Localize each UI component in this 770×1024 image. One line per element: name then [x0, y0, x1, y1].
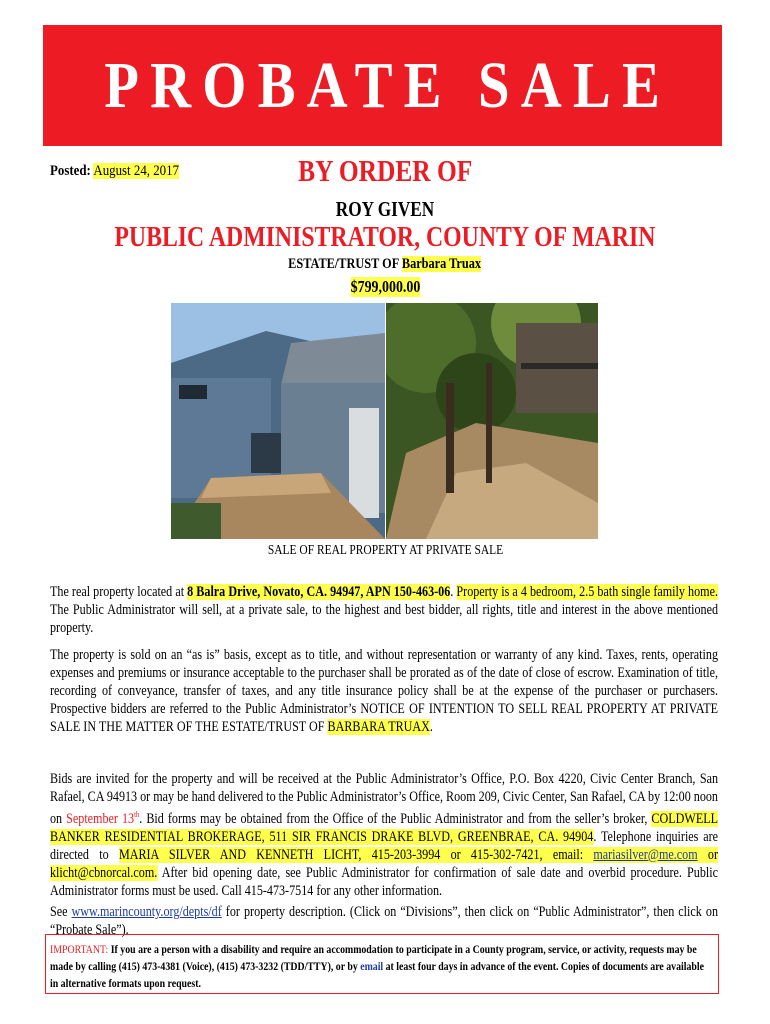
- house-exterior-photo: [171, 303, 385, 539]
- bids-paragraph: Bids are invited for the property and will be received at the Public Administrator’s Office, P.O. Box 4220, Civic Center Branch, San Rafael, CA 94913 or may be hand delivered to the Public Administrator’s Office, Room 209, Civic Center, San Rafael, CA by 12:00 noon on September 13th. Bid forms may be obtained from the Office of the Public Administrator and from the seller’s broker, COLDWELL BANKER RESIDENTIAL BROKERAGE, 511 SIR FRANCIS DRAKE BLVD, GREENBRAE, CA. 94904. Telephone inquiries are directed to MARIA SILVER AND KENNETH LICHT, 415-203-3994 or 415-302-7421, email: mariasilver@me.com or klicht@cbnorcal.com. After bid opening date, see Public Administrator for confirmation of sale date and overbid procedure. Public Administrator forms must be used. Call 415-473-7514 for any other information.: [50, 771, 719, 899]
- bid-deadline: September 13th: [66, 810, 140, 827]
- price-line: [0, 277, 770, 297]
- price: $799,000.00: [350, 277, 420, 296]
- estate-line: [0, 256, 770, 273]
- administrator-name: ROY GIVEN: [335, 197, 435, 221]
- property-paragraph: The real property located at 8 Balra Drive, Novato, CA. 94947, APN 150-463-06. Property is a 4 bedroom, 2.5 bath single family home. The Public Administrator will sell, at a private sale, to the highest and best bidder, all rights, title and interest in the above mentioned property.: [50, 584, 718, 636]
- backyard-trees-photo: [386, 303, 598, 539]
- important-label: IMPORTANT:: [50, 942, 109, 956]
- estate-label: ESTATE/TRUST OF: [288, 256, 400, 272]
- county-website-link[interactable]: www.marincounty.org/depts/df: [71, 904, 222, 920]
- email-link[interactable]: email: [360, 959, 384, 973]
- broker-info: COLDWELL BANKER RESIDENTIAL BROKERAGE, 511 SIR FRANCIS DRAKE BLVD, GREENBRAE, CA. 94904: [50, 810, 719, 845]
- property-description: Property is a 4 bedroom, 2.5 bath single family home.: [456, 584, 718, 600]
- sale-caption: SALE OF REAL PROPERTY AT PRIVATE SALE: [267, 543, 503, 558]
- property-address: 8 Balra Drive, Novato, CA. 94947, APN 150-463-06: [187, 584, 451, 600]
- as-is-paragraph: The property is sold on an “as is” basis, except as to title, and without representation or warranty of any kind. Taxes, rents, operating expenses and premiums or insurance acceptable to the purchaser shall be prorated as of the date of close of escrow. Examination of title, recording of conveyance, transfer of taxes, and any title insurance policy shall be at the expense of the purchaser or purchasers. Prospective bidders are referred to the Public Administrator’s NOTICE OF INTENTION TO SELL REAL PROPERTY AT PRIVATE SALE IN THE MATTER OF THE ESTATE/TRUST OF BARBARA TRUAX.: [50, 647, 718, 735]
- posted-label: Posted:: [50, 163, 91, 179]
- agent-contacts: MARIA SILVER AND KENNETH LICHT, 415-203-3994 or 415-302-7421, email: mariasilver@me.com or klicht@cbnorcal.com.: [50, 846, 718, 881]
- banner-title: PROBATE SALE: [104, 48, 672, 122]
- estate-name: Barbara Truax: [402, 256, 482, 272]
- probate-sale-banner: [43, 25, 722, 146]
- agent-email-link[interactable]: mariasilver@me.com: [593, 846, 698, 863]
- see-website-paragraph: See www.marincounty.org/depts/df for property description. (Click on “Divisions”, then click on “Public Administrator”, then click on “Probate Sale”).: [50, 904, 718, 938]
- office-heading: PUBLIC ADMINISTRATOR, COUNTY OF MARIN: [114, 221, 656, 253]
- posted-date: August 24, 2017: [93, 163, 180, 179]
- estate-name-caps: BARBARA TRUAX: [327, 719, 430, 735]
- by-order-heading: BY ORDER OF: [297, 153, 473, 188]
- agent-email-2[interactable]: klicht@cbnorcal.com: [50, 864, 155, 881]
- important-notice-text: IMPORTANT: If you are a person with a disability and require an accommodation to participate in a County program, service, or activity, requests may be made by calling (415) 473-4381 (Voice), (415) 473-3232 (TDD/TTY), or by email at least four days in advance of the event. Copies of documents are available in alternative formats upon request.: [50, 942, 704, 990]
